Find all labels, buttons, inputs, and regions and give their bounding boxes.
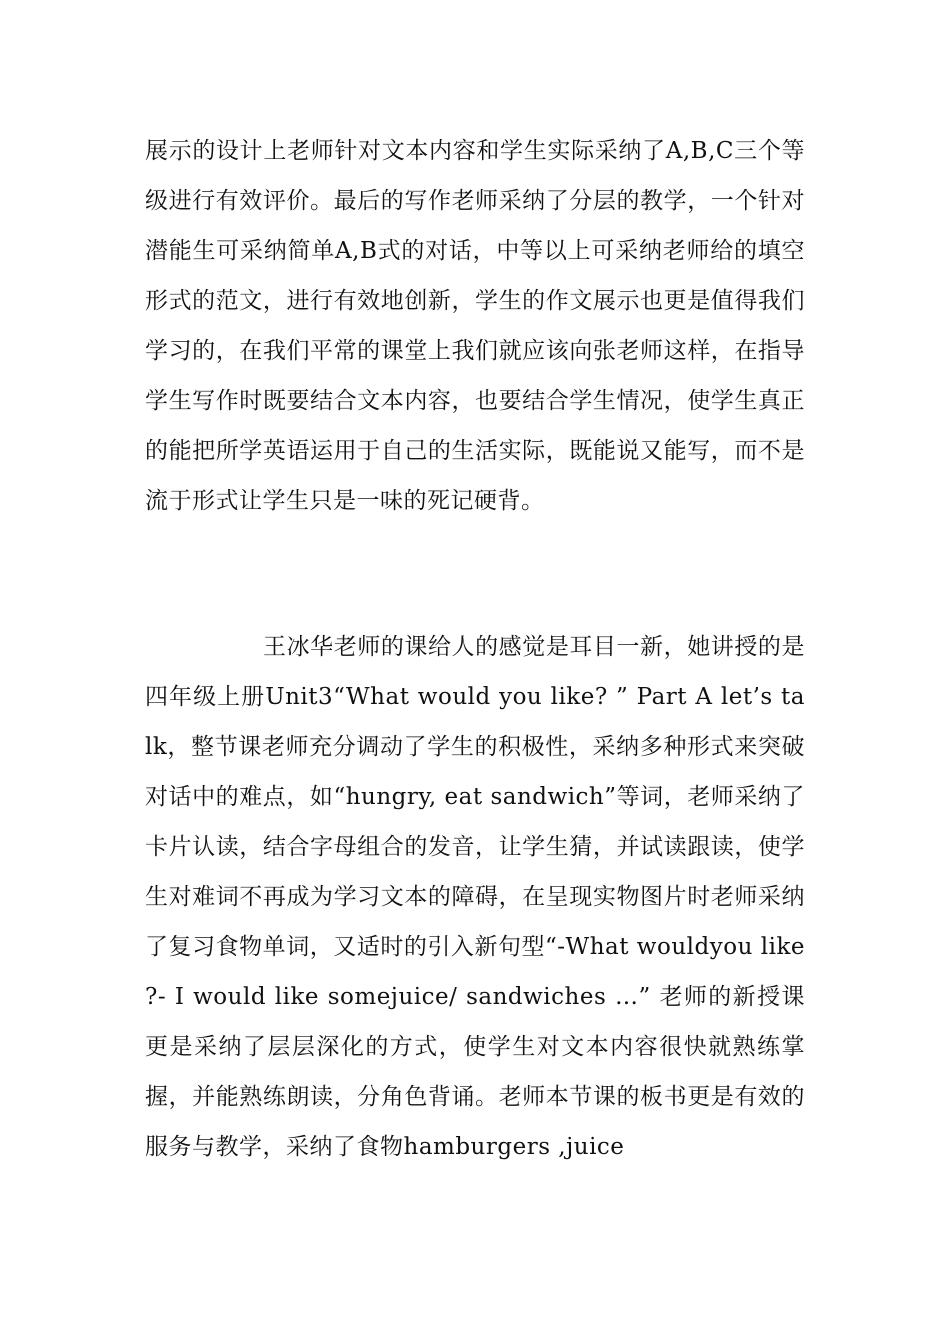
body-paragraph-2: 王冰华老师的课给人的感觉是耳目一新，她讲授的是四年级上册Unit3“What would you like? ” Part A let’s talk，整节课老师充分调动了学生的积极性，采纳多种形式来突破对话中的难点，如“hungry, eat sandwich”等词，老师采纳了卡片认读，结合字母组合的发音，让学生猜，并试读跟读，使学生对难词不再成为学习文本的障碍，在呈现实物图片时老师采纳了复习食物单词，又适时的引入新句型“-What wouldyou like ?- I would like somejuice/ sandwiches …” 老师的新授课更是采纳了层层深化的方式，使学生对文本内容很快就熟练掌握，并能熟练朗读，分角色背诵。老师本节课的板书更是有效的服务与教学，采纳了食物hamburgers ,juice [145, 634, 805, 1160]
body-paragraph-1: 展示的设计上老师针对文本内容和学生实际采纳了A,B,C三个等级进行有效评价。最后的写作老师采纳了分层的教学，一个针对潜能生可采纳简单A,B式的对话，中等以上可采纳老师给的填空形式的范文，进行有效地创新，学生的作文展示也更是值得我们学习的，在我们平常的课堂上我们就应该向张老师这样，在指导学生写作时既要结合文本内容，也要结合学生情况，使学生真正的能把所学英语运用于自己的生活实际，既能说又能写，而不是流于形式让学生只是一味的死记硬背。 [145, 138, 805, 514]
